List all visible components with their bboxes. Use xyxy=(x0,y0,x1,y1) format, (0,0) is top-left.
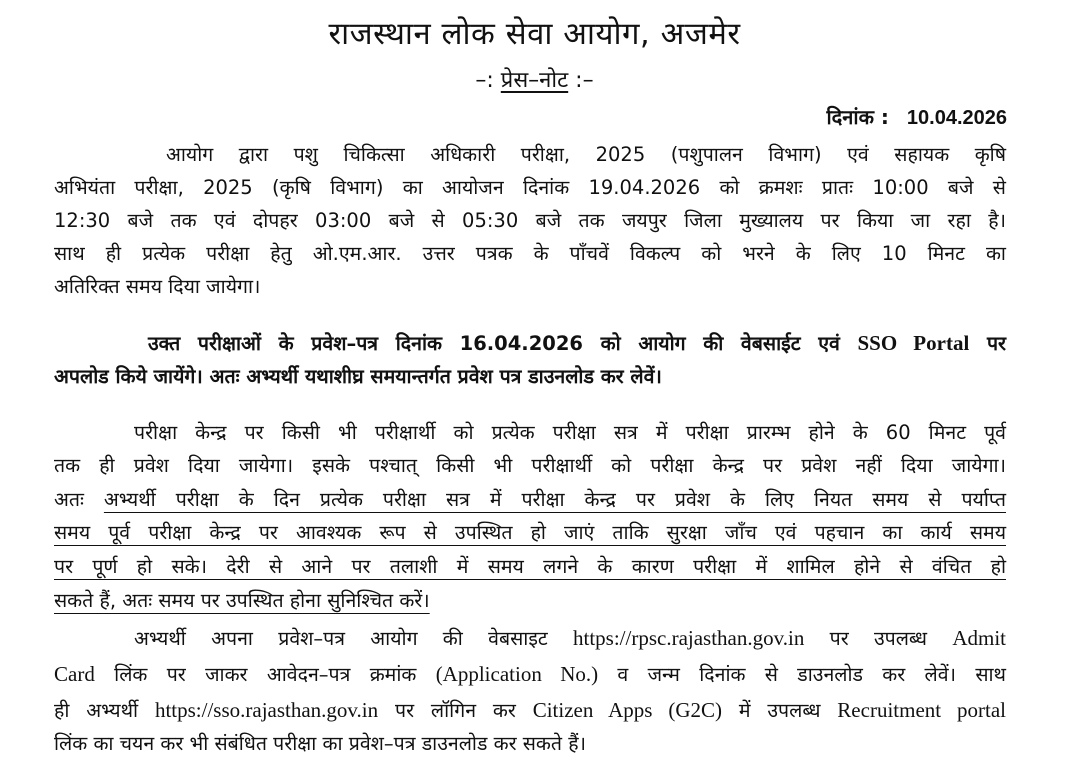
text-segment: लिंक पर जाकर आवेदन–पत्र क्रमांक xyxy=(94,663,436,686)
text-segment: Recruitment portal xyxy=(837,698,1006,722)
text-segment: पर लॉगिन कर xyxy=(378,699,533,722)
date-value: 10.04.2026 xyxy=(906,107,1007,129)
page-title: राजस्थान लोक सेवा आयोग, अजमेर xyxy=(328,16,741,52)
underlined-line: समय पूर्व परीक्षा केन्द्र पर आवश्यक रूप से उपस्थित हो जाएं ताकि सुरक्षा जाँच एवं पहचान का कार्य समय xyxy=(54,521,1006,544)
paragraph-line xyxy=(54,696,1006,724)
paragraph-line: अपलोड किये जायेंगे। अतः अभ्यर्थी यथाशीघ्र समयान्तर्गत प्रवेश पत्र डाउनलोड कर लेवें। xyxy=(54,365,662,388)
rpsc-website-url[interactable]: https://rpsc.rajasthan.gov.in xyxy=(573,626,805,650)
paragraph-line xyxy=(54,587,1006,615)
paragraph-line: लिंक का चयन कर भी संबंधित परीक्षा का प्रवेश–पत्र डाउनलोड कर सकते हैं। xyxy=(54,732,586,755)
text-segment: व जन्म दिनांक से डाउनलोड कर लेवें। साथ xyxy=(598,663,1007,686)
text-segment: Admit xyxy=(952,626,1006,650)
text-segment: ही अभ्यर्थी xyxy=(54,699,155,722)
sso-portal-text: SSO Portal xyxy=(857,331,970,355)
text-segment: पर उपलब्ध xyxy=(804,627,953,650)
text-segment: पर xyxy=(969,332,1007,355)
underlined-line: पर पूर्ण हो सके। देरी से आने पर तलाशी में समय लगने के कारण परीक्षा में शामिल होने से वंचित हो xyxy=(54,555,1006,578)
paragraph-line xyxy=(54,660,1006,688)
paragraph-line: 12:30 बजे तक एवं दोपहर 03:00 बजे से 05:30 बजे तक जयपुर जिला मुख्यालय पर किया जा रहा है। xyxy=(54,209,1006,232)
text-segment: अतः xyxy=(54,488,104,511)
text-segment: अभ्यर्थी अपना प्रवेश–पत्र आयोग की वेबसाइट xyxy=(134,627,573,650)
paragraph-line: अतिरिक्त समय दिया जायेगा। xyxy=(54,275,261,298)
paragraph-line: आयोग द्वारा पशु चिकित्सा अधिकारी परीक्षा, 2025 (पशुपालन विभाग) एवं सहायक कृषि xyxy=(166,143,1006,166)
subtitle-prefix: –: xyxy=(475,68,501,93)
text-segment: Citizen Apps (G2C) xyxy=(532,698,722,722)
text-segment: उक्त परीक्षाओं के प्रवेश–पत्र दिनांक 16.04.2026 को आयोग की वेबसाईट एवं xyxy=(148,332,858,355)
paragraph-line: अभियंता परीक्षा, 2025 (कृषि विभाग) का आयोजन दिनांक 19.04.2026 को क्रमशः प्रातः 10:00 बजे से xyxy=(54,176,1006,199)
subtitle-suffix: :– xyxy=(568,68,594,93)
subtitle-text: प्रेस–नोट xyxy=(500,68,569,93)
underlined-text: अभ्यर्थी परीक्षा के दिन प्रत्येक परीक्षा सत्र में परीक्षा केन्द्र पर प्रवेश के लिए नियत समय से पर्याप्त xyxy=(103,488,1006,511)
paragraph-line: साथ ही प्रत्येक परीक्षा हेतु ओ.एम.आर. उत्तर पत्रक के पाँचवें विकल्प को भरने के लिए 10 मिनट का xyxy=(54,242,1006,265)
paragraph-line: परीक्षा केन्द्र पर किसी भी परीक्षार्थी को प्रत्येक परीक्षा सत्र में परीक्षा प्रारम्भ होने के 60 मिनट पूर्व xyxy=(134,421,1006,444)
press-note-heading xyxy=(0,64,1069,94)
paragraph-line xyxy=(54,624,1006,652)
date-label: दिनांक : xyxy=(826,105,889,129)
sso-website-url[interactable]: https://sso.rajasthan.gov.in xyxy=(154,698,379,722)
date-row xyxy=(826,103,1007,130)
text-segment: (Application No.) xyxy=(435,662,599,686)
text-segment: में उपलब्ध xyxy=(721,699,838,722)
paragraph-line xyxy=(54,486,1006,514)
underlined-text: सकते हैं, अतः समय पर उपस्थित होना सुनिश्चित करें। xyxy=(54,589,430,612)
paragraph-line: तक ही प्रवेश दिया जायेगा। इसके पश्चात् किसी भी परीक्षार्थी को परीक्षा केन्द्र पर प्रवेश नहीं दिया जायेगा। xyxy=(54,454,1006,477)
text-segment: Card xyxy=(54,662,95,686)
paragraph-line xyxy=(54,329,1006,357)
